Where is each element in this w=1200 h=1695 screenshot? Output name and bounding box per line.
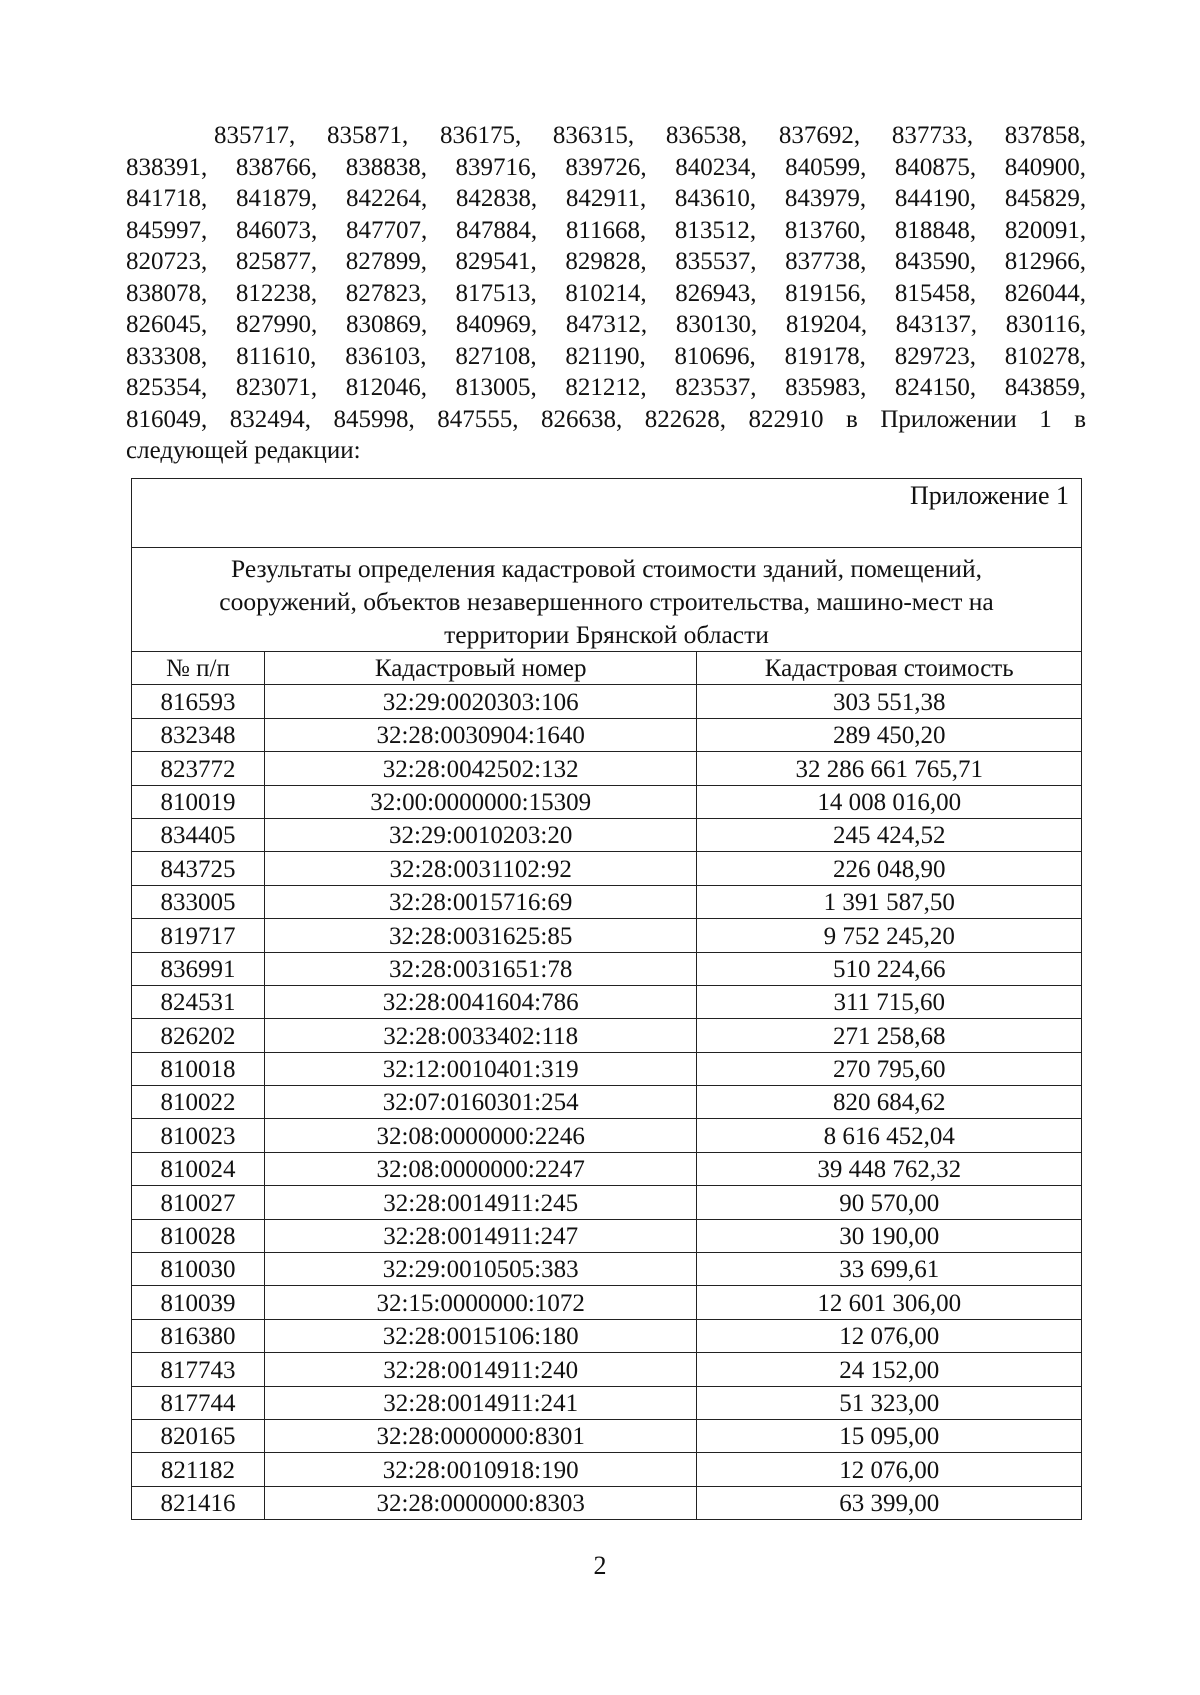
cadastral-value: 15 095,00 [697,1419,1082,1452]
row-number: 821416 [132,1486,265,1519]
cadastral-number: 32:08:0000000:2247 [264,1152,697,1185]
row-number: 833005 [132,885,265,918]
row-number: 834405 [132,818,265,851]
intro-line [126,278,1086,310]
intro-word: 841718, [126,185,208,212]
intro-line [126,309,1086,341]
intro-word: 830869, [345,311,428,338]
intro-word: 825354, [126,374,208,401]
cadastral-number: 32:29:0010203:20 [264,818,697,851]
row-number: 843725 [132,852,265,885]
table-row [132,1386,1082,1419]
intro-word: 842911, [565,185,647,212]
intro-word: 845997, [126,216,208,244]
intro-word: 826638, [541,405,623,433]
cadastral-number: 32:28:0041604:786 [264,985,697,1018]
row-number: 810023 [132,1119,265,1152]
table-row [132,985,1082,1018]
table-row [132,785,1082,818]
intro-word: 829723, [894,342,976,370]
row-number: 824531 [132,985,265,1018]
cadastral-value: 303 551,38 [697,685,1082,718]
intro-word: 812966, [1004,248,1086,275]
intro-word: 836538, [665,122,748,149]
cadastral-value: 33 699,61 [697,1253,1082,1286]
cadastral-value: 510 224,66 [697,952,1082,985]
intro-line [126,215,1086,247]
cadastral-value: 271 258,68 [697,1019,1082,1052]
intro-word: 839726, [565,153,647,181]
cadastral-number: 32:15:0000000:1072 [264,1286,697,1319]
table-row [132,1119,1082,1152]
row-number: 817743 [132,1353,265,1386]
cadastral-value: 226 048,90 [697,852,1082,885]
cadastral-number: 32:12:0010401:319 [264,1052,697,1085]
row-number: 810022 [132,1086,265,1119]
intro-word: 813005, [455,374,537,401]
intro-word: 838391, [126,153,208,181]
cadastral-value: 51 323,00 [697,1386,1082,1419]
intro-word: 813760, [784,216,867,244]
intro-word: 835537, [675,248,757,275]
intro-word: 843979, [784,185,867,212]
cadastral-value: 9 752 245,20 [697,919,1082,952]
row-number: 810019 [132,785,265,818]
intro-word: 847555, [437,405,519,433]
cadastral-number: 32:28:0015106:180 [264,1319,697,1352]
page-number: 2 [593,1551,607,1580]
cadastral-number: 32:08:0000000:2246 [264,1119,697,1152]
intro-word: 838766, [235,153,318,181]
intro-word: 843137, [895,311,978,338]
intro-word: 835871, [326,122,409,149]
cadastral-number: 32:28:0000000:8301 [264,1419,697,1452]
caption-row [132,548,1082,652]
intro-word: 825877, [235,248,318,275]
intro-word: 826045, [126,311,208,338]
cadastral-number: 32:28:0014911:240 [264,1353,697,1386]
cadastral-number: 32:28:0014911:241 [264,1386,697,1419]
intro-word: 811668, [565,216,647,244]
intro-line [126,372,1086,404]
row-number: 816380 [132,1319,265,1352]
cadastral-number: 32:29:0020303:106 [264,685,697,718]
cadastral-number: 32:29:0010505:383 [264,1253,697,1286]
intro-word: 835717, [214,122,296,149]
cadastral-value: 820 684,62 [697,1086,1082,1119]
table-row [132,952,1082,985]
intro-word: 840875, [894,153,977,181]
table-row [132,1019,1082,1052]
cadastral-value: 311 715,60 [697,985,1082,1018]
intro-word: 845998, [333,405,415,433]
row-number: 816593 [132,685,265,718]
intro-word: 824150, [894,374,977,401]
intro-word: 810696, [674,342,756,370]
intro-line [126,120,1086,152]
table-row [132,1286,1082,1319]
appendix-label: Приложение 1 [132,479,1082,548]
intro-word: 819156, [785,279,867,307]
intro-word: 813512, [674,216,757,244]
table-row [132,752,1082,785]
row-number: 817744 [132,1386,265,1419]
intro-word: 839716, [455,153,537,181]
intro-word: 1 [1039,405,1052,433]
intro-word: 843610, [674,185,757,212]
cadastral-number: 32:00:0000000:15309 [264,785,697,818]
intro-word: 840900, [1004,153,1086,181]
intro-word: 812046, [345,374,427,401]
intro-word: 830116, [1005,311,1087,338]
table-row [132,1253,1082,1286]
intro-word: 836315, [552,122,635,149]
table-row [132,919,1082,952]
row-number: 810030 [132,1253,265,1286]
intro-word: в [846,405,858,433]
intro-word: 823537, [675,374,757,401]
intro-word: 829828, [565,248,647,275]
cadastral-value: 90 570,00 [697,1186,1082,1219]
table-row [132,885,1082,918]
table-row [132,1186,1082,1219]
intro-word: 827990, [235,311,318,338]
intro-word: 818848, [894,216,977,244]
intro-word: 822628, [644,405,726,433]
table-row [132,1486,1082,1519]
table-row [132,1419,1082,1452]
intro-line [126,183,1086,215]
table-row [132,1219,1082,1252]
cadastral-number: 32:28:0015716:69 [264,885,697,918]
cadastral-value: 12 076,00 [697,1453,1082,1486]
cadastral-number: 32:28:0014911:245 [264,1186,697,1219]
intro-word: 841879, [235,185,318,212]
intro-word: 836103, [345,342,427,370]
cadastral-value: 24 152,00 [697,1353,1082,1386]
table-row [132,818,1082,851]
intro-word: 812238, [235,279,318,307]
intro-word: 832494, [229,405,311,433]
row-number: 826202 [132,1019,265,1052]
row-number: 810028 [132,1219,265,1252]
row-number: 821182 [132,1453,265,1486]
header-number: № п/п [132,652,265,685]
cadastral-number: 32:28:0031651:78 [264,952,697,985]
intro-word: 837858, [1004,122,1087,149]
cadastral-value: 32 286 661 765,71 [697,752,1082,785]
cadastral-number: 32:07:0160301:254 [264,1086,697,1119]
intro-word: 817513, [455,279,537,307]
intro-word: 847312, [565,311,648,338]
intro-word: 815458, [894,279,977,307]
row-number: 823772 [132,752,265,785]
intro-word: 827899, [345,248,427,275]
intro-word: 827108, [455,342,537,370]
intro-word: Приложении [880,405,1017,433]
intro-word: 840234, [675,153,757,181]
intro-word: 842264, [345,185,428,212]
cadastral-value: 30 190,00 [697,1219,1082,1252]
header-cadastral-value: Кадастровая стоимость [697,652,1082,685]
intro-word: 847707, [345,216,428,244]
row-number: 819717 [132,919,265,952]
cadastral-value: 270 795,60 [697,1052,1082,1085]
intro-word: 843859, [1004,374,1086,401]
intro-word: 820091, [1004,216,1087,244]
intro-word: редакции: [254,437,361,464]
row-number: 810018 [132,1052,265,1085]
row-number: 836991 [132,952,265,985]
cadastral-number: 32:28:0014911:247 [264,1219,697,1252]
row-number: 820165 [132,1419,265,1452]
cadastral-value: 12 076,00 [697,1319,1082,1352]
cadastral-value: 289 450,20 [697,718,1082,751]
cadastral-value: 63 399,00 [697,1486,1082,1519]
header-row [132,652,1082,685]
intro-word: 842838, [455,185,538,212]
table-row [132,852,1082,885]
intro-word: 837733, [891,122,974,149]
table-caption: Результаты определения кадастровой стоимости зданий, помещений, сооружений, объектов незавершенного строительства, машино-мест на территории Брянской области [132,548,1082,652]
cadastral-value: 245 424,52 [697,818,1082,851]
intro-line [126,152,1086,184]
table-row [132,1319,1082,1352]
intro-word: 840599, [785,153,867,181]
intro-line [126,341,1086,373]
intro-word: 838078, [126,279,208,307]
table-row [132,1152,1082,1185]
intro-word: 819178, [784,342,866,370]
intro-word: 837738, [785,248,867,275]
intro-word: 822910 [748,405,824,433]
intro-word: 838838, [345,153,427,181]
intro-word: 821190, [565,342,646,370]
intro-word: 836175, [439,122,522,149]
intro-word: 821212, [565,374,647,401]
intro-word: 837692, [778,122,861,149]
intro-word: 810214, [565,279,647,307]
intro-word: 840969, [455,311,538,338]
intro-word: в [1074,405,1087,433]
cadastral-number: 32:28:0031625:85 [264,919,697,952]
intro-word: 823071, [235,374,318,401]
cadastral-value: 8 616 452,04 [697,1119,1082,1152]
intro-word: 810278, [1004,342,1087,370]
table-row [132,685,1082,718]
intro-word: 835983, [785,374,867,401]
intro-paragraph [126,120,1086,467]
cadastral-number: 32:28:0010918:190 [264,1453,697,1486]
intro-word: 819204, [785,311,868,338]
intro-line [126,246,1086,278]
table-row [132,1453,1082,1486]
header-cadastral-number: Кадастровый номер [264,652,697,685]
cadastral-value-table [131,478,1082,1520]
cadastral-number: 32:28:0000000:8303 [264,1486,697,1519]
intro-word: 816049, [126,405,208,433]
appendix-row [132,479,1082,548]
intro-word: следующей [126,437,248,464]
cadastral-number: 32:28:0042502:132 [264,752,697,785]
cadastral-number: 32:28:0033402:118 [264,1019,697,1052]
row-number: 810024 [132,1152,265,1185]
intro-word: 829541, [455,248,537,275]
intro-word: 844190, [894,185,977,212]
intro-word: 811610, [236,342,317,370]
cadastral-value: 39 448 762,32 [697,1152,1082,1185]
intro-line [126,435,1086,467]
intro-word: 846073, [235,216,318,244]
row-number: 810027 [132,1186,265,1219]
intro-word: 845829, [1004,185,1087,212]
intro-word: 833308, [126,342,208,370]
table-row [132,1052,1082,1085]
row-number: 810039 [132,1286,265,1319]
cadastral-value: 14 008 016,00 [697,785,1082,818]
row-number: 832348 [132,718,265,751]
intro-word: 827823, [345,279,427,307]
table-row [132,1353,1082,1386]
intro-word: 826943, [675,279,757,307]
cadastral-number: 32:28:0030904:1640 [264,718,697,751]
cadastral-number: 32:28:0031102:92 [264,852,697,885]
cadastral-value: 12 601 306,00 [697,1286,1082,1319]
intro-word: 826044, [1004,279,1086,307]
intro-word: 830130, [675,311,758,338]
intro-line [126,404,1086,436]
intro-word: 820723, [126,248,208,275]
intro-word: 847884, [455,216,538,244]
intro-word: 843590, [894,248,977,275]
cadastral-value: 1 391 587,50 [697,885,1082,918]
table-row [132,718,1082,751]
table-row [132,1086,1082,1119]
